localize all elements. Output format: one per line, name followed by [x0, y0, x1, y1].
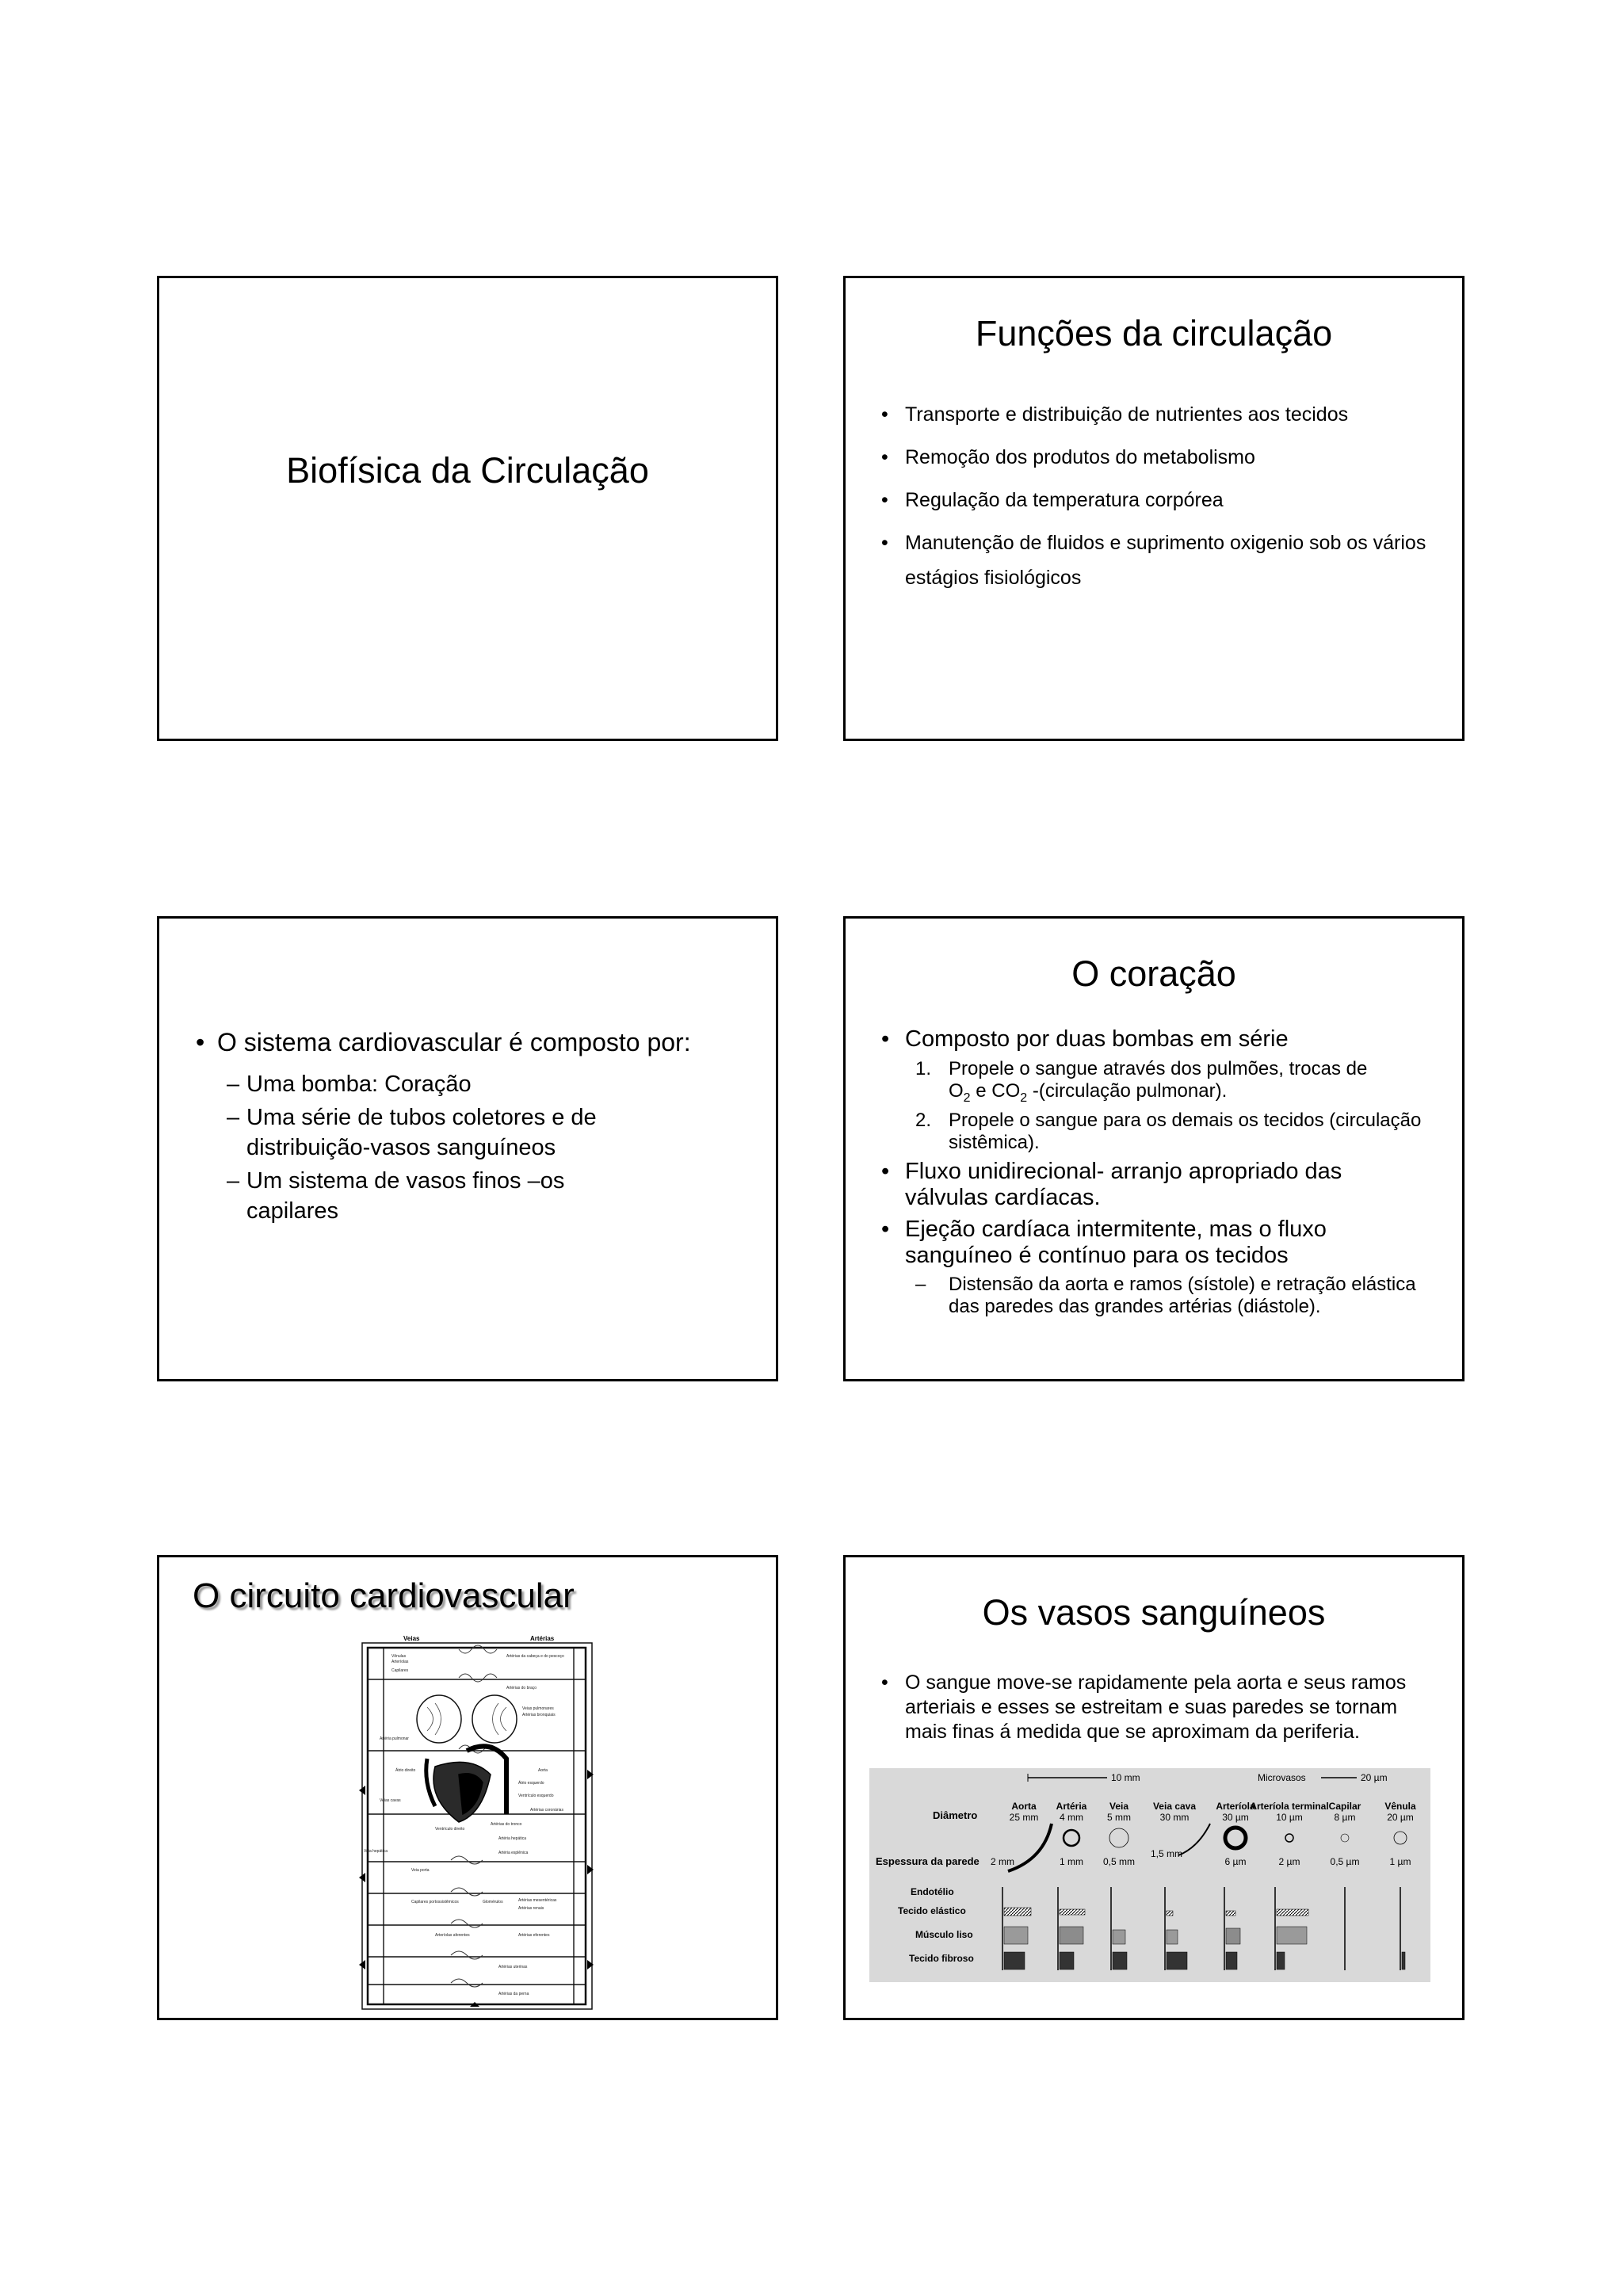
diagram-label: Artéria esplênica [498, 1851, 529, 1855]
diagram-label: Vênulas [391, 1654, 407, 1659]
item-number: 2. [915, 1110, 932, 1131]
bullet-icon: • [881, 1217, 890, 1242]
item-text: Transporte e distribuição de nutrientes aos tecidos [905, 403, 1349, 426]
item-line-2-rest: -(circulação pulmonar). [1027, 1080, 1228, 1102]
diagram-label: Veia porta [411, 1868, 430, 1873]
slide-title: Biofísica da Circulação [286, 450, 649, 491]
vessel-wall: 2 mm [991, 1856, 1014, 1867]
diagram-label: Arteríolas aferentes [435, 1933, 470, 1938]
list-item [881, 440, 1428, 475]
sub-list [227, 1069, 659, 1229]
diagram-label: Arteríolas [391, 1660, 409, 1664]
vessel-name: Capilar [1328, 1801, 1361, 1812]
row-label-wall: Espessura da parede [876, 1855, 980, 1867]
cardiovascular-circuit-diagram [348, 1632, 601, 2012]
diagram-label: Artérias uterinas [498, 1965, 528, 1969]
diagram-label: Capilares [391, 1668, 409, 1673]
o2-subscript: 2 [963, 1091, 971, 1105]
vessel-name: Veia [1109, 1801, 1129, 1812]
vessel-diameter: 10 µm [1276, 1812, 1303, 1823]
bullet-text: Fluxo unidirecional- arranjo apropriado das válvulas cardíacas. [905, 1159, 1342, 1210]
diagram-col-left: Veias [403, 1635, 420, 1642]
item-text: Uma bomba: Coração [246, 1072, 472, 1097]
vessel-diameter: 20 µm [1387, 1812, 1414, 1823]
vessel-name: Artéria [1056, 1801, 1087, 1812]
item-text: Distensão da aorta e ramos (sístole) e retração elástica das paredes das grandes artérias (diástole). [949, 1274, 1416, 1317]
diagram-label: Veias pulmonares [522, 1706, 554, 1711]
row-label-layer: Endotélio [911, 1886, 954, 1897]
diagram-label: Aorta [538, 1768, 548, 1773]
diagram-label: Artérias mesentéricas [518, 1898, 557, 1903]
bullet-icon: • [881, 1159, 890, 1184]
vessel-wall: 1,5 mm [1150, 1848, 1183, 1859]
vessel-diameter: 4 mm [1060, 1812, 1083, 1823]
vessel-wall: 2 µm [1278, 1856, 1300, 1867]
item-text: Propele o sangue para os demais os tecidos (circulação sistêmica). [949, 1110, 1422, 1153]
slide-6 [843, 1555, 1465, 2020]
diagram-label: Artérias bronquiais [522, 1713, 556, 1717]
bullet-text: Ejeção cardíaca intermitente, mas o fluxo sanguíneo é contínuo para os tecidos [905, 1217, 1327, 1268]
item-text: Manutenção de fluidos e suprimento oxigenio sob os vários estágios fisiológicos [905, 532, 1426, 589]
slide-2 [843, 276, 1465, 741]
slide-3 [157, 916, 778, 1381]
diagram-label: Artérias do tronco [491, 1822, 522, 1827]
list-item [881, 525, 1428, 595]
scale-right-label: Microvasos [1258, 1772, 1306, 1783]
bullet-2 [881, 1159, 1428, 1211]
diagram-label: Ventrículo direito [435, 1827, 465, 1832]
slide-title: Funções da circulação [975, 313, 1333, 353]
co2-subscript: 2 [1020, 1091, 1028, 1105]
vessel-name: Veia cava [1152, 1801, 1197, 1812]
vessel-name: Arteríola [1216, 1801, 1255, 1812]
diagram-label: Artérias da cabeça e do pescoço [506, 1654, 564, 1659]
dash-icon: – [227, 1072, 240, 1097]
vessel-wall: 0,5 mm [1102, 1856, 1136, 1867]
diagram-label: Capilares portossistêmicos [411, 1900, 459, 1904]
bullet-icon: • [881, 1026, 890, 1052]
main-bullet [196, 1028, 691, 1057]
list-item [227, 1166, 659, 1226]
diagram-label: Veias cavas [380, 1798, 401, 1803]
bullet-text: O sangue move-se rapidamente pela aorta e seus ramos arteriais e esses se estreitam e suas paredes se tornam mais finas á medida que se aproximam da periferia. [905, 1671, 1407, 1743]
slide-title: Os vasos sanguíneos [982, 1592, 1326, 1633]
main-bullet-text: O sistema cardiovascular é composto por: [217, 1028, 691, 1056]
dash-icon: – [227, 1105, 240, 1130]
vessel-wall: 1 mm [1060, 1856, 1083, 1867]
diagram-label: Veia hepática [364, 1849, 388, 1854]
vessel-diameter: 8 µm [1334, 1812, 1356, 1823]
item-text: Uma série de tubos coletores e de distribuição-vasos sanguíneos [246, 1105, 597, 1160]
diagram-label: Artérias do braço [506, 1686, 537, 1690]
list-item [227, 1069, 659, 1099]
item-line-1: Propele o sangue através dos pulmões, trocas de [949, 1058, 1368, 1079]
bullet-3 [881, 1217, 1428, 1269]
row-label-layer: Músculo liso [915, 1929, 973, 1940]
list-item [227, 1102, 659, 1163]
slide-4 [843, 916, 1465, 1381]
bullet-icon: • [196, 1028, 205, 1056]
vessel-diameter: 25 mm [1009, 1812, 1039, 1823]
vessel-name: Aorta [1011, 1801, 1037, 1812]
slide-1 [157, 276, 778, 741]
diagram-label: Glomérulos [483, 1900, 503, 1904]
vessel-name: Vênula [1384, 1801, 1416, 1812]
item-text: Regulação da temperatura corpórea [905, 489, 1224, 511]
item-number: 1. [915, 1058, 932, 1079]
diagram-label: Artérias renais [518, 1906, 544, 1911]
vessel-wall: 1 µm [1389, 1856, 1411, 1867]
vessel-name: Arteríola terminal [1250, 1801, 1329, 1812]
dash-icon: – [227, 1168, 240, 1194]
item-text: Remoção dos produtos do metabolismo [905, 446, 1255, 468]
diagram-label: Artérias da perna [498, 1992, 529, 1996]
scale-left: 10 mm [1111, 1772, 1140, 1783]
vessel-diameter: 5 mm [1107, 1812, 1131, 1823]
item-text [949, 1058, 1424, 1110]
list-item [881, 483, 1428, 518]
bullet-icon: • [881, 489, 888, 511]
slide-title: O circuito cardiovascular [193, 1576, 575, 1615]
bullet-text: Composto por duas bombas em série [905, 1026, 1289, 1052]
dash-icon: – [915, 1274, 926, 1295]
bullet-icon: • [881, 446, 888, 468]
vessel-wall: 0,5 µm [1330, 1856, 1360, 1867]
vessel-diameter: 30 µm [1222, 1812, 1249, 1823]
diagram-label: Artérias eferentes [518, 1933, 550, 1938]
bullet-1 [881, 1026, 1428, 1052]
diagram-label: Átrio direito [395, 1768, 416, 1773]
bullet-icon: • [881, 532, 888, 554]
o2-o: O [949, 1080, 964, 1102]
bullet-icon: • [881, 403, 888, 426]
slide-5 [157, 1555, 778, 2020]
diagram-label: Artéria hepática [498, 1836, 527, 1841]
scale-right: 20 µm [1361, 1772, 1388, 1783]
diagram-label: Átrio esquerdo [518, 1781, 544, 1786]
diagram-col-right: Artérias [530, 1635, 555, 1642]
row-label-diameter: Diâmetro [933, 1809, 978, 1821]
vessel-wall: 6 µm [1224, 1856, 1247, 1867]
diagram-label: Artérias coronárias [530, 1808, 563, 1813]
bullet-1 [881, 1671, 1436, 1744]
row-label-layer: Tecido elástico [898, 1905, 966, 1916]
diagram-label: Artéria pulmonar [380, 1736, 409, 1741]
item-text: Um sistema de vasos finos –os capilares [246, 1168, 565, 1224]
list-item [881, 397, 1428, 432]
vessels-table-figure [869, 1768, 1430, 1982]
vessel-diameter: 30 mm [1159, 1812, 1190, 1823]
co2-text: e CO [970, 1080, 1021, 1102]
bullet-list [881, 397, 1428, 603]
diagram-label: Ventrículo esquerdo [518, 1794, 554, 1798]
row-label-layer: Tecido fibroso [909, 1953, 974, 1964]
slide-title: O coração [1071, 953, 1236, 994]
bullet-icon: • [881, 1671, 888, 1694]
